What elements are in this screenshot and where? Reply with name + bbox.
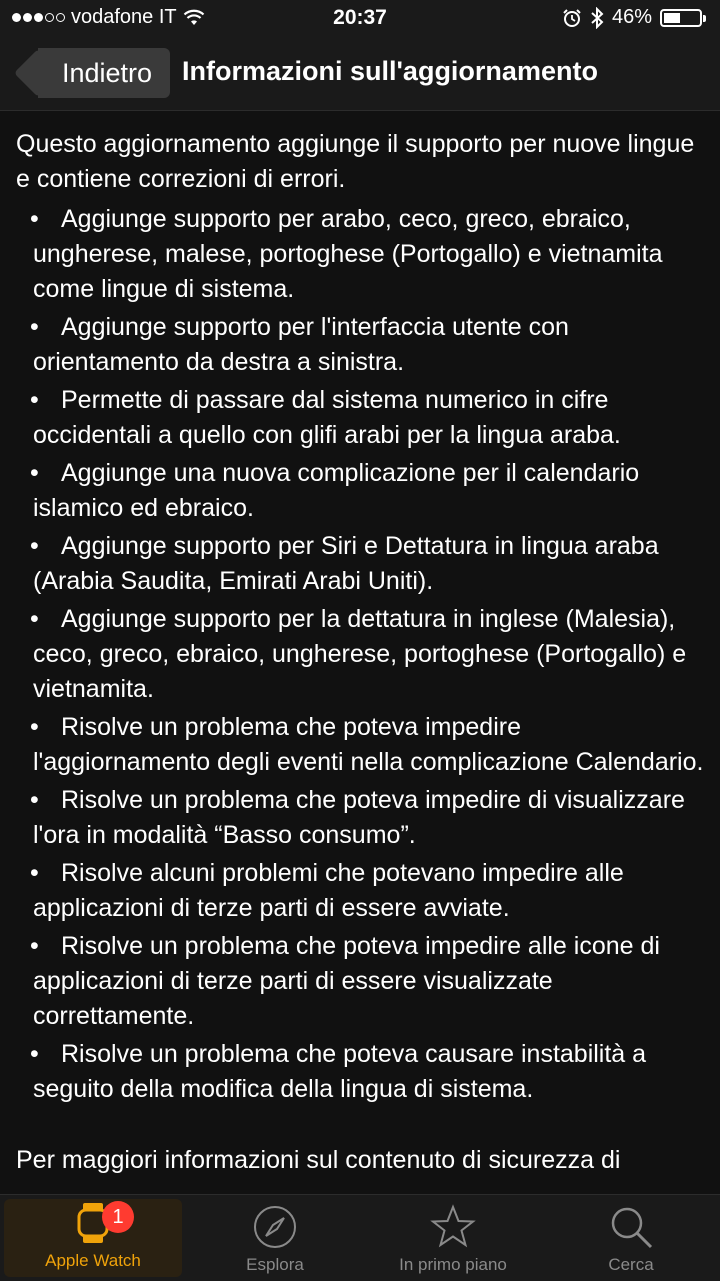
bullet-icon: •	[30, 205, 39, 233]
change-list-item-text: Risolve un problema che poteva causare instabilità a seguito della modifica della lingua di sistema.	[33, 1040, 647, 1103]
tab-apple-watch-label: Apple Watch	[45, 1251, 141, 1270]
bullet-icon: •	[30, 459, 39, 487]
notification-badge: 1	[102, 1201, 134, 1233]
status-time: 20:37	[333, 6, 387, 29]
tab-featured[interactable]	[364, 1195, 542, 1281]
status-bar	[0, 0, 720, 38]
update-info-scroll-area[interactable]	[0, 111, 720, 1194]
tab-explore-label: Esplora	[246, 1255, 304, 1274]
security-info-paragraph: Per maggiori informazioni sul contenuto di sicurezza di	[16, 1146, 621, 1174]
battery-percent: 46%	[611, 6, 652, 28]
bullet-icon: •	[30, 532, 39, 560]
tab-featured-label: In primo piano	[399, 1255, 507, 1274]
change-list-item-text: Permette di passare dal sistema numerico in cifre occidentali a quello con glifi arabi per la lingua araba.	[33, 386, 621, 449]
battery-level	[664, 13, 680, 23]
tab-search-label: Cerca	[608, 1255, 654, 1274]
tab-explore[interactable]	[186, 1195, 364, 1281]
change-list-item	[16, 456, 704, 526]
change-list-item-text: Aggiunge supporto per la dettatura in inglese (Malesia), ceco, greco, ebraico, ungherese, portoghese (Portogallo) e vietnamita.	[33, 605, 687, 703]
alarm-icon	[562, 8, 582, 28]
bullet-icon: •	[30, 386, 39, 414]
change-list-item	[16, 602, 704, 707]
change-list	[16, 202, 704, 1107]
status-right	[562, 6, 702, 29]
tab-apple-watch[interactable]	[4, 1199, 182, 1277]
bluetooth-icon	[590, 7, 604, 29]
change-list-item-text: Risolve un problema che poteva impedire alle icone di applicazioni di terze parti di essere visualizzate correttamente.	[33, 932, 660, 1030]
change-list-item-text: Risolve un problema che poteva impedire di visualizzare l'ora in modalità “Basso consumo”.	[33, 786, 685, 849]
change-list-item-text: Aggiunge una nuova complicazione per il calendario islamico ed ebraico.	[33, 459, 640, 522]
carrier-name: vodafone IT	[71, 6, 177, 28]
change-list-item	[16, 202, 704, 307]
change-list-item-text: Aggiunge supporto per Siri e Dettatura in lingua araba (Arabia Saudita, Emirati Arabi Uniti).	[33, 532, 659, 595]
change-list-item-text: Aggiunge supporto per arabo, ceco, greco, ebraico, ungherese, malese, portoghese (Portogallo) e vietnamita come lingue di sistema.	[33, 205, 663, 303]
change-list-item	[16, 310, 704, 380]
bullet-icon: •	[30, 932, 39, 960]
bullet-icon: •	[30, 313, 39, 341]
change-list-item	[16, 783, 704, 853]
change-list-item	[16, 1037, 704, 1107]
tab-bar	[0, 1194, 720, 1281]
intro-paragraph: Questo aggiornamento aggiunge il supporto per nuove lingue e contiene correzioni di errori.	[16, 130, 695, 193]
change-list-item-text: Aggiunge supporto per l'interfaccia utente con orientamento da destra a sinistra.	[33, 313, 569, 376]
change-list-item	[16, 929, 704, 1034]
change-list-item	[16, 710, 704, 780]
back-button-label: Indietro	[61, 57, 153, 88]
bullet-icon: •	[30, 713, 39, 741]
bullet-icon: •	[30, 859, 39, 887]
battery-icon	[660, 9, 702, 27]
star-icon	[429, 1203, 477, 1251]
compass-icon	[251, 1203, 299, 1251]
back-button[interactable]	[38, 48, 170, 98]
search-icon	[607, 1203, 655, 1251]
bullet-icon: •	[30, 1040, 39, 1068]
update-info-text	[0, 111, 720, 1178]
change-list-item	[16, 856, 704, 926]
bullet-icon: •	[30, 605, 39, 633]
change-list-item	[16, 529, 704, 599]
change-list-item-text: Risolve un problema che poteva impedire l'aggiornamento degli eventi nella complicazione Calendario.	[33, 713, 704, 776]
bullet-icon: •	[30, 786, 39, 814]
tab-search[interactable]	[542, 1195, 720, 1281]
navigation-bar	[0, 38, 720, 111]
change-list-item-text: Risolve alcuni problemi che potevano impedire alle applicazioni di terze parti di essere avviate.	[33, 859, 624, 922]
change-list-item	[16, 383, 704, 453]
page-title: Informazioni sull'aggiornamento	[182, 56, 598, 86]
